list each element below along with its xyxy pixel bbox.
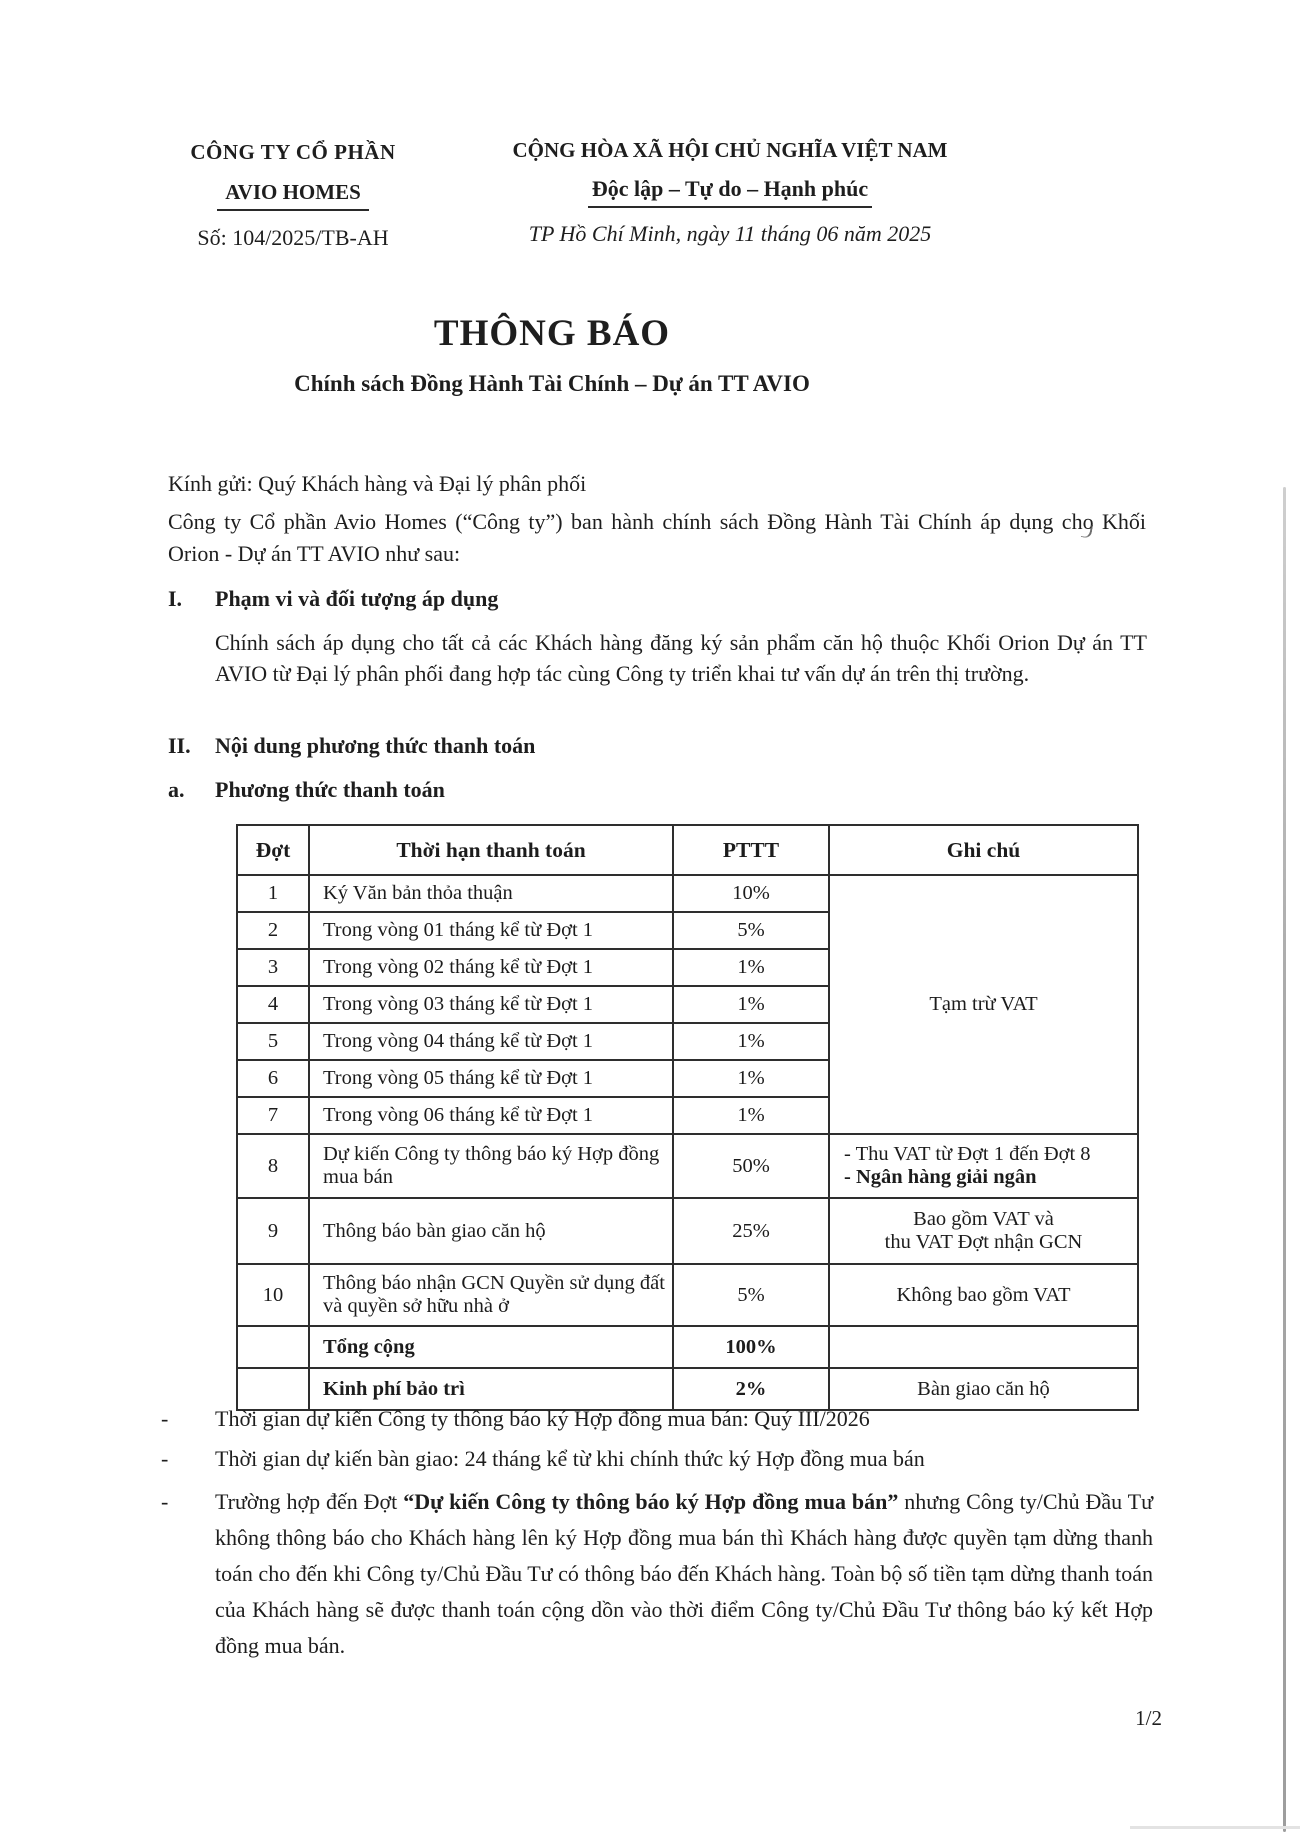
company-name-line1: CÔNG TY CỔ PHẦN (190, 140, 396, 164)
header-cell-pttt: PTTT (673, 825, 829, 875)
cell-term: Trong vòng 01 tháng kể từ Đợt 1 (309, 912, 673, 949)
salutation-line: Kính gửi: Quý Khách hàng và Đại lý phân phối (168, 471, 587, 496)
header-cell-note: Ghi chú (829, 825, 1138, 875)
note-text: Thời gian dự kiến Công ty thông báo ký Hợp đồng mua bán: Quý III/2026 (215, 1406, 870, 1431)
note-line-1: Bao gồm VAT và (913, 1208, 1054, 1230)
payment-schedule-table (236, 824, 1139, 1411)
scan-artifact-smudge (1130, 1826, 1300, 1829)
cell-pttt: 1% (673, 949, 829, 986)
cell-pttt: 5% (673, 912, 829, 949)
title-block (0, 312, 1104, 397)
header-cell-term: Thời hạn thanh toán (309, 825, 673, 875)
list-item (161, 1484, 1153, 1664)
cell-term: Thông báo bàn giao căn hộ (309, 1198, 673, 1264)
national-title: CỘNG HÒA XÃ HỘI CHỦ NGHĨA VIỆT NAM (512, 138, 948, 162)
cell-maintenance-note: Bàn giao căn hộ (829, 1368, 1138, 1410)
dash-marker: - (161, 1446, 169, 1471)
cell-dot: 7 (237, 1097, 309, 1134)
cell-term: Dự kiến Công ty thông báo ký Hợp đồng mua bán (309, 1134, 673, 1198)
cell-note: Không bao gồm VAT (829, 1264, 1138, 1326)
cell-dot: 6 (237, 1060, 309, 1097)
cell-term: Trong vòng 05 tháng kể từ Đợt 1 (309, 1060, 673, 1097)
document-ref-number: Số: 104/2025/TB-AH (197, 225, 389, 250)
company-header (178, 140, 408, 251)
note-line-2: - Ngân hàng giải ngân (844, 1166, 1037, 1188)
note-text-prefix: Trường hợp đến Đợt (215, 1489, 404, 1514)
section-i-heading-row (168, 586, 1148, 612)
cell-note (829, 1198, 1138, 1264)
national-header (495, 138, 965, 247)
cell-note-empty (829, 1326, 1138, 1368)
cell-pttt: 1% (673, 1097, 829, 1134)
table-row-9 (237, 1198, 1138, 1264)
section-i-heading: Phạm vi và đối tượng áp dụng (215, 586, 499, 611)
note-text: Thời gian dự kiến bàn giao: 24 tháng kể từ khi chính thức ký Hợp đồng mua bán (215, 1446, 925, 1471)
section-ii-heading: Nội dung phương thức thanh toán (215, 733, 536, 758)
cell-term: Trong vòng 02 tháng kể từ Đợt 1 (309, 949, 673, 986)
cell-term: Trong vòng 06 tháng kể từ Đợt 1 (309, 1097, 673, 1134)
table-row-8 (237, 1134, 1138, 1198)
company-name-underlined: AVIO HOMES (217, 180, 369, 211)
cell-pttt: 1% (673, 986, 829, 1023)
cell-pttt: 50% (673, 1134, 829, 1198)
note-text (215, 1484, 1153, 1664)
table-header-row (237, 825, 1138, 875)
section-a-heading: Phương thức thanh toán (215, 777, 445, 802)
list-item (161, 1404, 1153, 1434)
section-i-paragraph: Chính sách áp dụng cho tất cả các Khách hàng đăng ký sản phẩm căn hộ thuộc Khối Orion Dự án TT AVIO từ Đại lý phân phối đang hợp tác cùng Công ty triển khai tư vấn dự án trên thị trường. (215, 630, 1147, 686)
document-subtitle: Chính sách Đồng Hành Tài Chính – Dự án TT AVIO (294, 371, 810, 396)
document-title: THÔNG BÁO (433, 313, 671, 354)
section-ii-numeral: II. (168, 733, 191, 758)
section-ii-heading-row (168, 733, 1148, 759)
cell-pttt: 1% (673, 1023, 829, 1060)
notes-list (161, 1404, 1153, 1674)
dash-marker: - (161, 1489, 169, 1514)
cell-dot: 3 (237, 949, 309, 986)
dash-marker: - (161, 1406, 169, 1431)
note-text-suffix: nhưng Công ty/Chủ Đầu Tư không thông báo cho Khách hàng lên ký Hợp đồng mua bán thì Khách hàng được quyền tạm dừng thanh toán cho đến khi Công ty/Chủ Đầu Tư có thông báo đến Khách hàng. Toàn bộ số tiền tạm dừng thanh toán của Khách hàng sẽ được thanh toán cộng dồn vào thời điểm Công ty/Chủ Đầu Tư thông báo ký kết Hợp đồng mua bán. (215, 1489, 1153, 1658)
cell-note-merged: Tạm trừ VAT (829, 875, 1138, 1134)
cell-maintenance-value: 2% (673, 1368, 829, 1410)
header-cell-dot: Đợt (237, 825, 309, 875)
cell-term: Trong vòng 04 tháng kể từ Đợt 1 (309, 1023, 673, 1060)
table-row-10 (237, 1264, 1138, 1326)
national-motto-wrap (495, 176, 965, 208)
cell-term: Thông báo nhận GCN Quyền sử dụng đất và quyền sở hữu nhà ở (309, 1264, 673, 1326)
cell-note (829, 1134, 1138, 1198)
note-line-2: thu VAT Đợt nhận GCN (884, 1231, 1083, 1253)
table-total-row (237, 1326, 1138, 1368)
national-motto-underlined: Độc lập – Tự do – Hạnh phúc (588, 176, 872, 208)
section-i-numeral: I. (168, 586, 183, 611)
cell-dot: 8 (237, 1134, 309, 1198)
company-name-line2 (178, 180, 408, 211)
note-text-bold: “Dự kiến Công ty thông báo ký Hợp đồng mua bán” (403, 1489, 899, 1514)
cell-dot: 2 (237, 912, 309, 949)
cell-term: Trong vòng 03 tháng kể từ Đợt 1 (309, 986, 673, 1023)
page-number: 1/2 (1135, 1706, 1162, 1730)
cell-dot: 5 (237, 1023, 309, 1060)
cell-dot: 1 (237, 875, 309, 912)
note-line-1: - Thu VAT từ Đợt 1 đến Đợt 8 (844, 1143, 1091, 1165)
intro-paragraph: Công ty Cổ phần Avio Homes (“Công ty”) ban hành chính sách Đồng Hành Tài Chính áp dụng cho Khối Orion - Dự án TT AVIO như sau: (168, 509, 1146, 566)
cell-pttt: 5% (673, 1264, 829, 1326)
cell-dot: 9 (237, 1198, 309, 1264)
section-a-numeral: a. (168, 777, 185, 802)
cell-pttt: 25% (673, 1198, 829, 1264)
cell-dot: 10 (237, 1264, 309, 1326)
cell-pttt: 10% (673, 875, 829, 912)
cell-pttt: 1% (673, 1060, 829, 1097)
section-a-heading-row (168, 777, 1148, 803)
cell-maintenance-label: Kinh phí bảo trì (309, 1368, 673, 1410)
cell-dot: 4 (237, 986, 309, 1023)
scan-artifact-line (1283, 487, 1286, 1832)
cell-term: Ký Văn bản thỏa thuận (309, 875, 673, 912)
cell-dot-empty (237, 1326, 309, 1368)
list-item (161, 1444, 1153, 1474)
cell-total-label: Tổng cộng (309, 1326, 673, 1368)
cell-total-value: 100% (673, 1326, 829, 1368)
place-date-line: TP Hồ Chí Minh, ngày 11 tháng 06 năm 2025 (528, 221, 932, 246)
table-row (237, 875, 1138, 912)
